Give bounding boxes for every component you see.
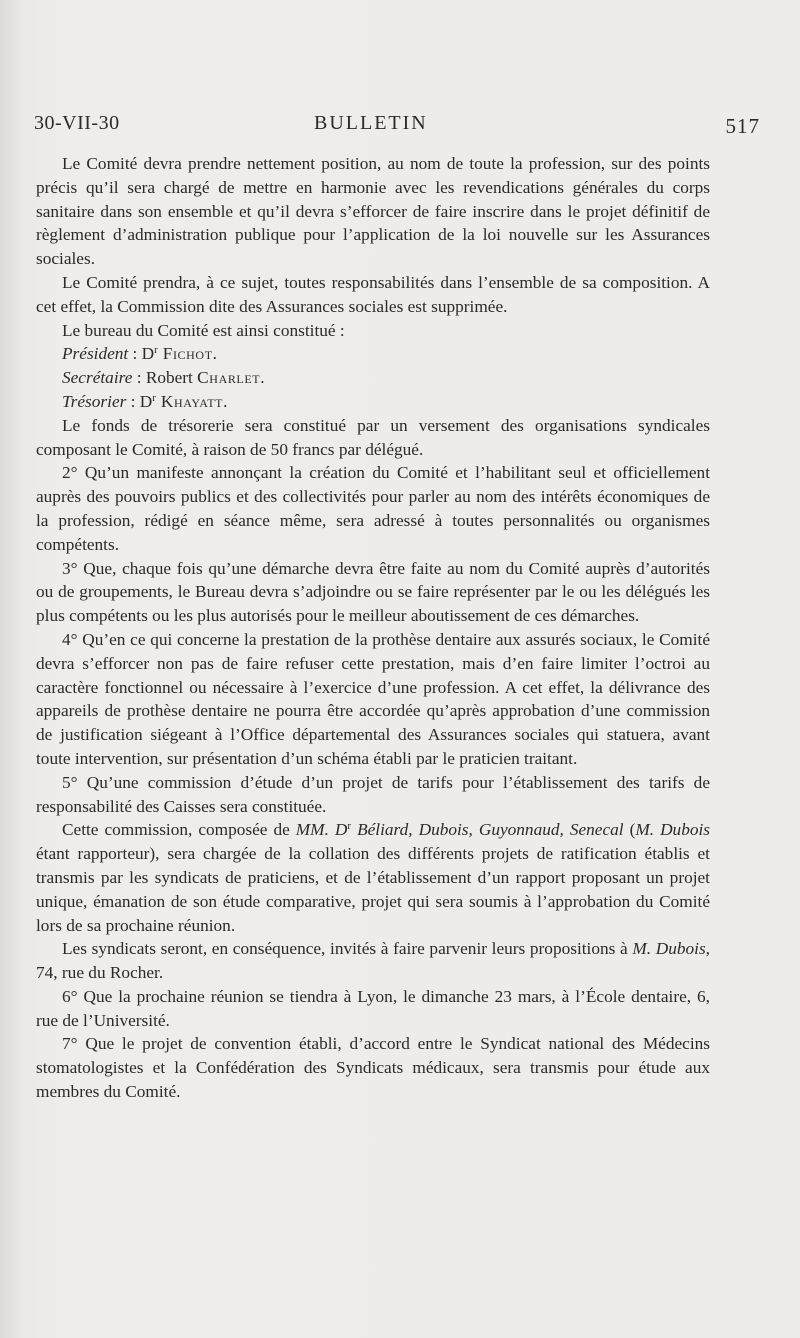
paragraph-item-3-representation: 3° Que, chaque fois qu’une démarche devra être faite au nom du Comité auprès d’autorités ou de groupements, le Bureau devra s’adjoindre ou se faire représenter par le ou les délégués les plus compétents ou les plus autorisés pour le meilleur aboutissement de ces démarches. [36,558,710,626]
paragraph-bureau-intro: Le bureau du Comité est ainsi constitué : [62,320,345,340]
page-number: 517 [725,114,760,138]
paragraph-syndicates-invited: Les syndicats seront, en conséquence, invités à faire parvenir leurs propositions à M. Dubois, 74, rue du Rocher. [36,939,711,983]
paragraph-committee-responsibility: Le Comité prendra, à ce sujet, toutes responsabilités dans l’ensemble de sa composition. A cet effet, la Commission dite des Assurances sociales est supprimée. [36,272,710,316]
secretary-label: Secrétaire [62,368,133,388]
officer-treasurer: Trésorier : $D^r$ Khayatt. [62,391,229,411]
treasurer-name: Khayatt. [155,391,229,411]
paragraph-commission-composition: Cette commission, composée de MM. $D^r$ Béliard, Dubois, Guyonnaud, Senecal (M. Dubois étant rapporteur), sera chargée de la collation des différents projets de ratification établis et transmis par les syndicats de praticiens, et de l’établissement d’un rapport proposant un projet unique, émanation de son étude comparative, projet qui sera soumis à l’approbation du Comité lors de sa prochaine réunion. [36,820,710,935]
running-title: BULLETIN [314,112,428,134]
article-body [36,152,710,1104]
treasurer-label: Trésorier [62,391,127,411]
page-header [34,112,760,142]
president-name: Fichot. [157,344,218,364]
paragraph-committee-position: Le Comité devra prendre nettement position, au nom de toute la profession, sur des points précis qu’il sera chargé de mettre en harmonie avec les revendications générales du corps sanitaire dans son ensemble et qu’il devra s’efforcer de faire inscrire dans le projet définitif de règlement d’administration publique pour l’application de la loi nouvelle sur les Assurances sociales. [36,154,710,269]
paragraph-item-4-prosthesis: 4° Qu’en ce qui concerne la prestation de la prothèse dentaire aux assurés sociaux, le Comité devra s’efforcer non pas de faire refuser cette prestation, mais d’en faire limiter l’octroi au caractère fonctionnel ou nécessaire à l’exercice d’une profession. A cet effet, la délivrance des appareils de prothèse dentaire ne pourra être accordée qu’après approbation d’une commission de justification siégeant à l’Office départemental des Assurances sociales qui statuera, avant toute intervention, sur présentation d’un schéma établi par le praticien traitant. [36,629,710,768]
header-date: 30-VII-30 [34,112,120,134]
officer-president: Président : $D^r$ Fichot. [62,344,218,364]
paragraph-item-2-manifesto: 2° Qu’un manifeste annonçant la création du Comité et l’habilitant seul et officiellement auprès des pouvoirs publics et des collectivités pour parler au nom des intérêts économiques de la profession, rédigé en séance même, sera adressé à toutes personnalités ou organismes compétents. [36,463,710,554]
paragraph-treasury-fund: Le fonds de trésorerie sera constitué par un versement des organisations syndicales composant le Comité, à raison de 50 francs par délégué. [36,415,710,459]
president-label: Président [62,344,129,364]
officer-secretary: Secrétaire : Robert Charlet. [62,368,266,388]
secretary-name: Charlet. [197,368,266,388]
paragraph-item-7-convention: 7° Que le projet de convention établi, d’accord entre le Syndicat national des Médecins stomatologistes et la Confédération des Syndicats médicaux, sera transmis pour étude aux membres du Comité. [36,1034,710,1102]
paragraph-item-5-tariffs: 5° Qu’une commission d’étude d’un projet de tarifs pour l’établissement des tarifs de responsabilité des Caisses sera constituée. [36,772,710,816]
paragraph-item-6-next-meeting: 6° Que la prochaine réunion se tiendra à Lyon, le dimanche 23 mars, à l’École dentaire, 6, rue de l’Université. [36,986,710,1030]
